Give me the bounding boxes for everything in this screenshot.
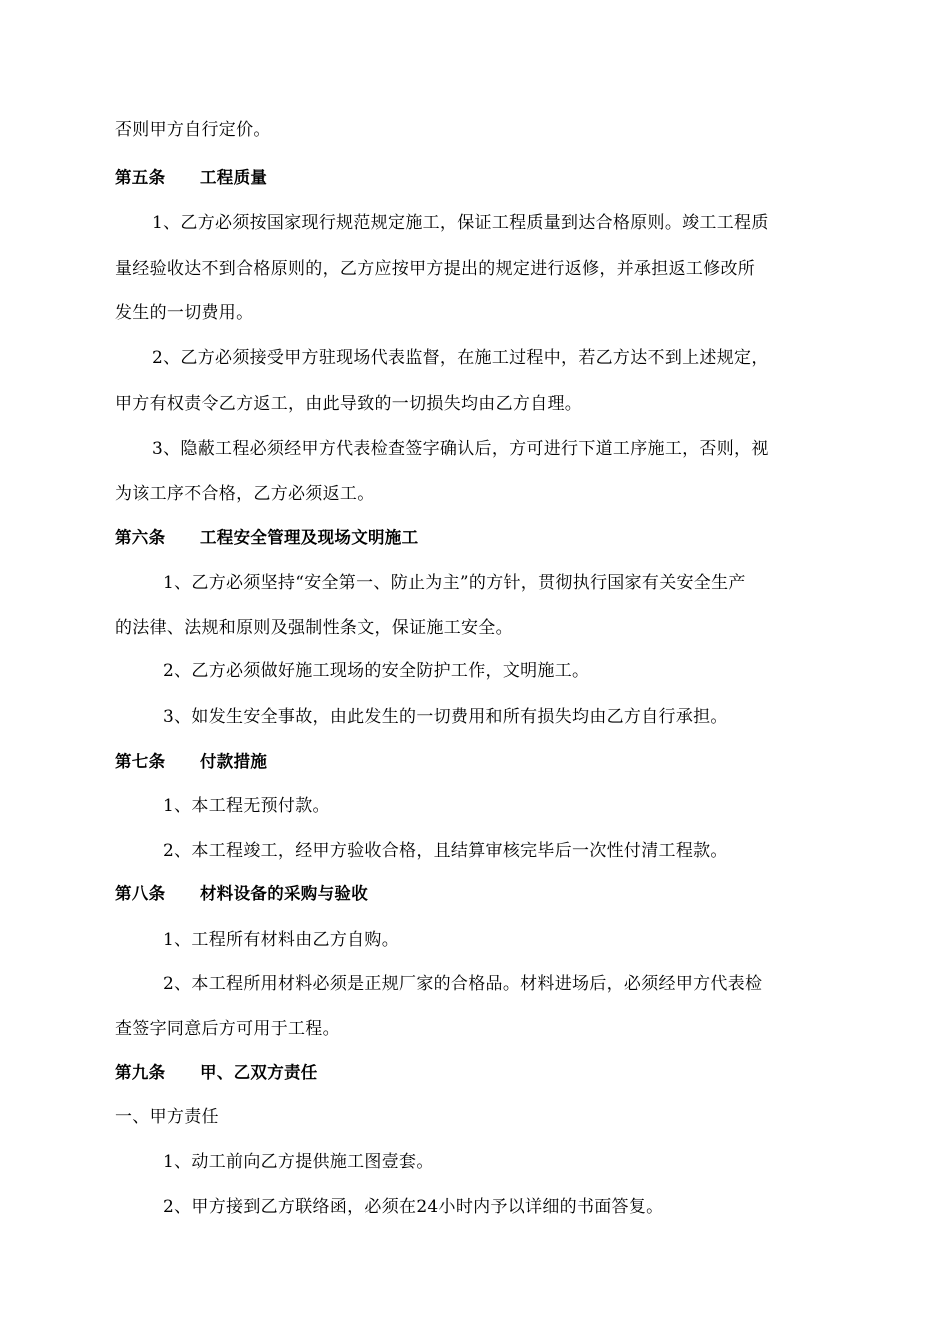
paragraph-line: 1、乙方必须按国家现行规范规定施工，保证工程质量到达合格原则。竣工工程质 xyxy=(152,213,769,233)
paragraph-line: 量经验收达不到合格原则的，乙方应按甲方提出的规定进行返修，并承担返工修改所 xyxy=(115,259,756,279)
paragraph-line: 查签字同意后方可用于工程。 xyxy=(115,1019,340,1039)
section-title: 工程安全管理及现场文明施工 xyxy=(200,528,419,547)
paragraph-line: 为该工序不合格，乙方必须返工。 xyxy=(115,484,375,504)
section-heading xyxy=(115,751,267,773)
paragraph-line: 2、甲方接到乙方联络函，必须在24小时内予以详细的书面答复。 xyxy=(163,1197,664,1217)
section-number: 第五条 xyxy=(115,168,166,187)
paragraph-line: 2、本工程所用材料必须是正规厂家的合格品。材料进场后，必须经甲方代表检 xyxy=(163,974,763,994)
paragraph-line: 1、本工程无预付款。 xyxy=(163,796,330,816)
paragraph-line: 1、动工前向乙方提供施工图壹套。 xyxy=(163,1152,434,1172)
section-number: 第六条 xyxy=(115,528,166,547)
paragraph-line: 发生的一切费用。 xyxy=(115,303,254,323)
section-heading xyxy=(115,883,368,905)
paragraph-line: 3、隐蔽工程必须经甲方代表检查签字确认后，方可进行下道工序施工，否则，视 xyxy=(152,439,769,459)
paragraph-line: 2、乙方必须接受甲方驻现场代表监督，在施工过程中，若乙方达不到上述规定， xyxy=(152,348,769,368)
paragraph-line: 3、如发生安全事故，由此发生的一切费用和所有损失均由乙方自行承担。 xyxy=(163,707,728,727)
paragraph-line: 甲方有权责令乙方返工，由此导致的一切损失均由乙方自理。 xyxy=(115,394,583,414)
section-number: 第九条 xyxy=(115,1063,166,1082)
section-heading xyxy=(115,167,267,189)
section-heading xyxy=(115,527,418,549)
paragraph-line: 否则甲方自行定价。 xyxy=(115,120,271,140)
section-number: 第七条 xyxy=(115,752,166,771)
paragraph-line: 1、工程所有材料由乙方自购。 xyxy=(163,930,400,950)
section-title: 材料设备的采购与验收 xyxy=(200,884,368,903)
paragraph-line: 1、乙方必须坚持“安全第一、防止为主”的方针，贯彻执行国家有关安全生产 xyxy=(163,573,746,593)
paragraph-line: 的法律、法规和原则及强制性条文，保证施工安全。 xyxy=(115,618,513,638)
paragraph-line: 2、乙方必须做好施工现场的安全防护工作，文明施工。 xyxy=(163,661,590,681)
paragraph-line: 2、本工程竣工，经甲方验收合格，且结算审核完毕后一次性付清工程款。 xyxy=(163,841,728,861)
section-title: 工程质量 xyxy=(200,168,268,187)
section-number: 第八条 xyxy=(115,884,166,903)
section-title: 甲、乙双方责任 xyxy=(200,1063,318,1082)
section-title: 付款措施 xyxy=(200,752,268,771)
paragraph-line: 一、甲方责任 xyxy=(115,1107,219,1127)
section-heading xyxy=(115,1062,318,1084)
